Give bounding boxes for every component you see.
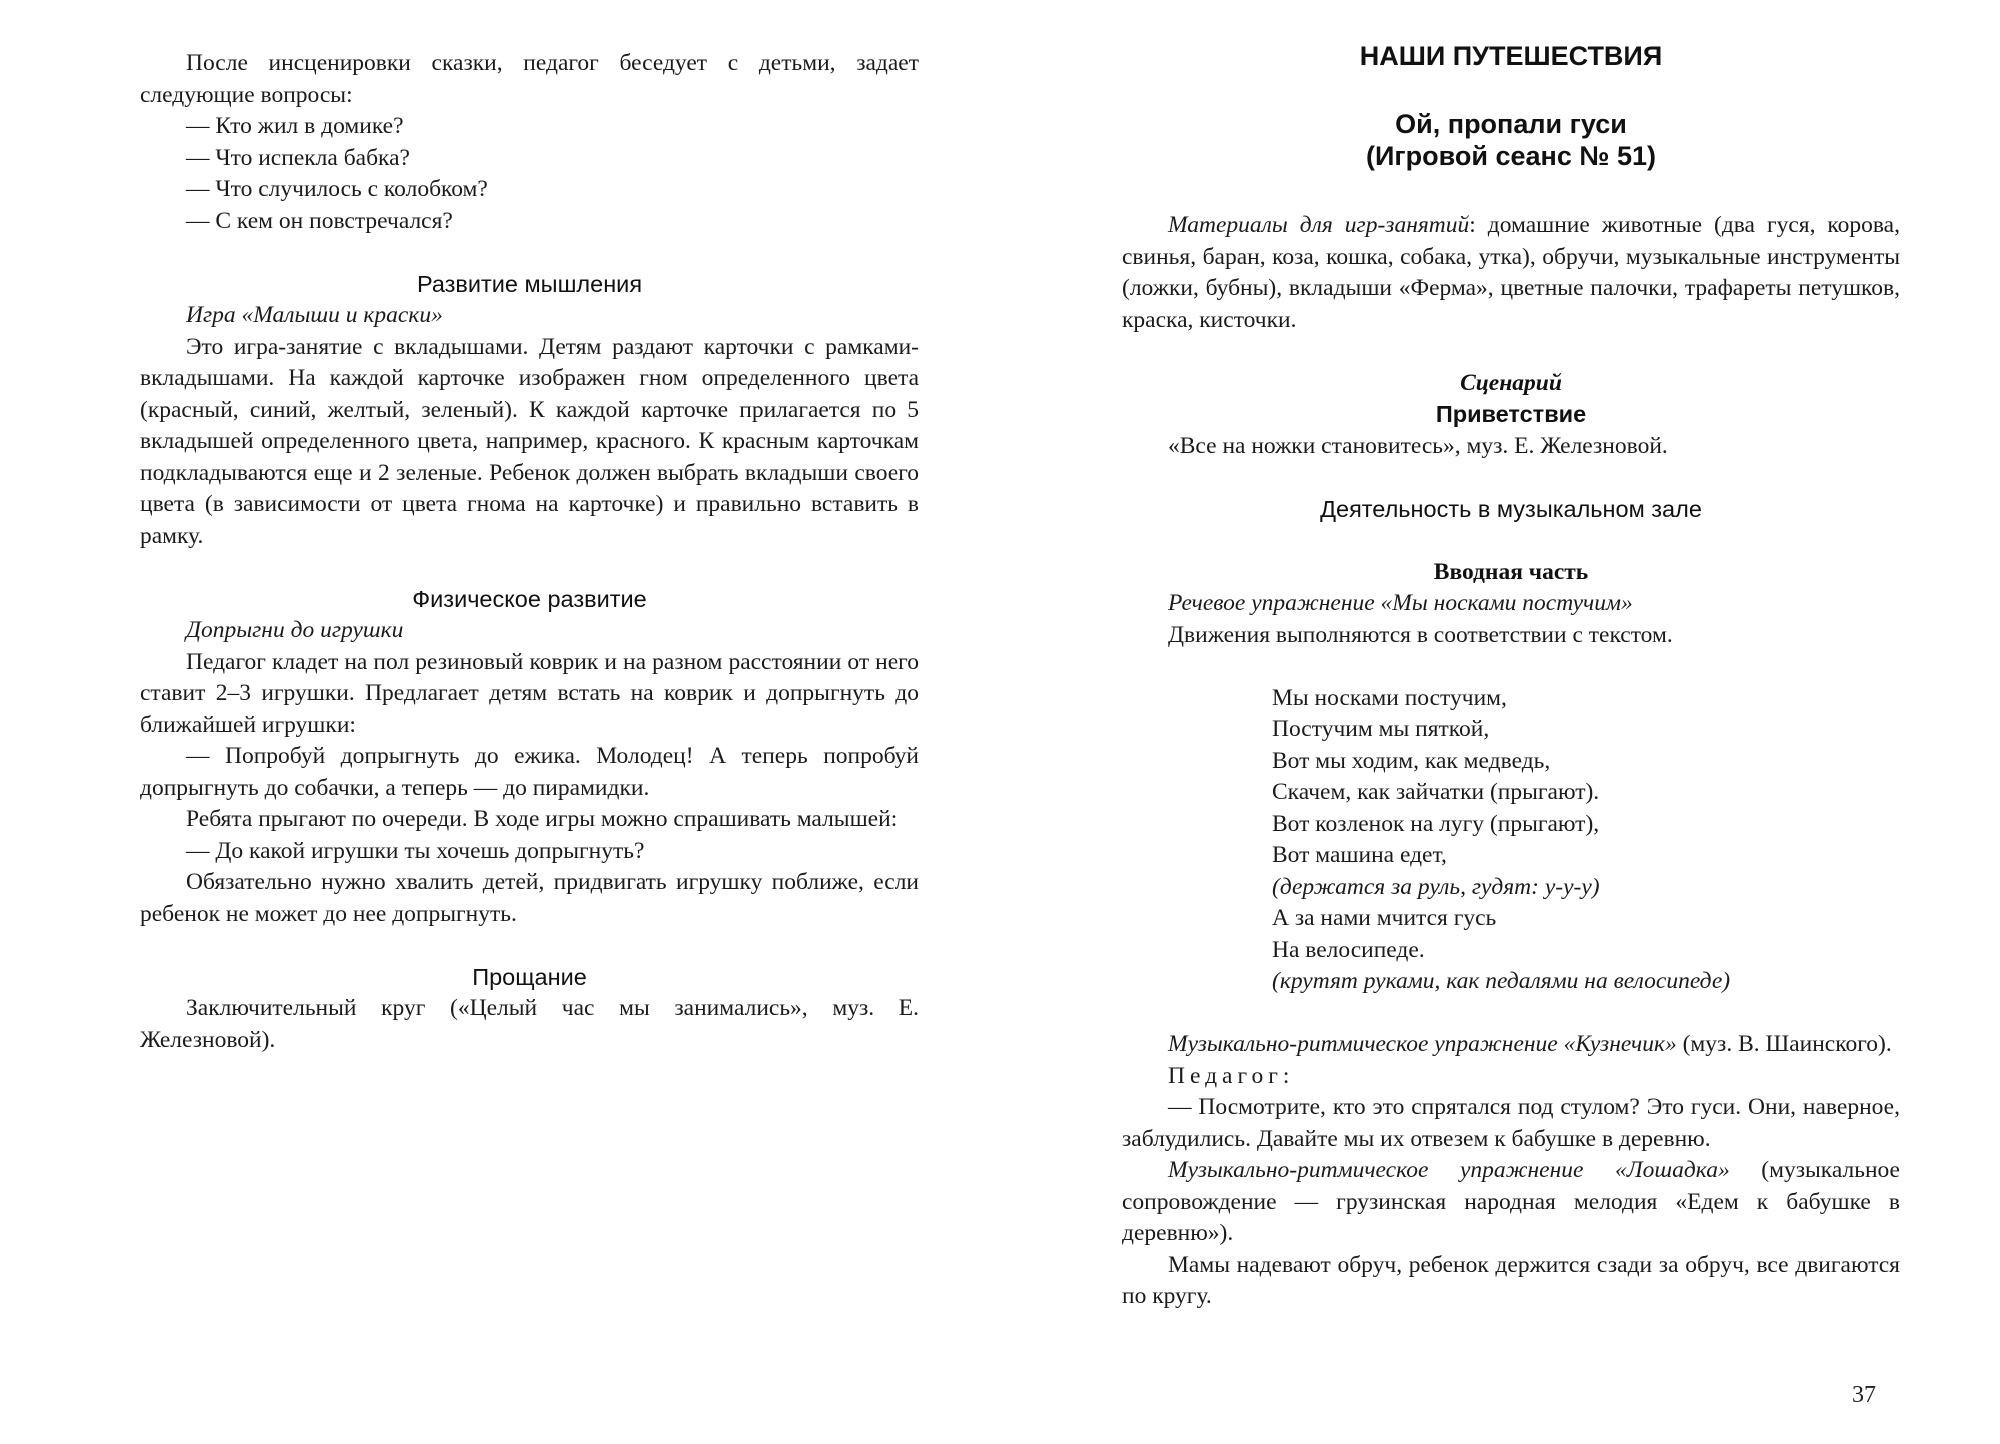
movements-text: Движения выполняются в соответствии с текстом. (1168, 621, 1673, 648)
chapter-title: НАШИ ПУТЕШЕСТВИЯ (1359, 41, 1663, 71)
music-exercise-2 (1122, 1155, 1900, 1250)
poem-line: На велосипеде. (1272, 936, 1425, 963)
paragraph: Педагог кладет на пол резиновый коврик и на разном расстоянии от него ставит 2–3 игрушки. Предлагает детям встать на коврик и допрыгнуть до ближайшей игрушки: (140, 648, 919, 738)
music-exercise-1-label: Музыкально-ритмическое упражнение «Кузнечик» (1168, 1031, 1677, 1057)
paragraph: Заключительный круг («Целый час мы занимались», муз. Е. Железновой). (140, 995, 919, 1053)
poem-line: Вот машина едет, (1272, 842, 1447, 868)
game-title: Игра «Малыши и краски» (186, 302, 443, 328)
paragraph: — Попробуй допрыгнуть до ежика. Молодец! А теперь попробуй допрыгнуть до собачки, а теперь — до пирамидки. (140, 743, 919, 801)
teacher-text: — Посмотрите, кто это спрятался под стулом? Это гуси. Они, наверное, заблудились. Давайте мы их отвезем к бабушке в деревню. (1122, 1094, 1900, 1152)
final-paragraph: Мамы надевают обруч, ребенок держится сзади за обруч, все двигаются по кругу. (1122, 1251, 1900, 1309)
right-page (1122, 40, 1900, 1313)
poem-line: Постучим мы пяткой, (1272, 716, 1490, 742)
music-exercise-2-text: (музыкальное сопровождение — грузинская народная мелодия «Едем к бабушке в деревню»). (1122, 1157, 1900, 1246)
poem-line: Мы носками постучим, (1272, 684, 1507, 711)
materials-paragraph (1122, 210, 1900, 336)
question-item: — С кем он повстречался? (186, 207, 453, 234)
paragraph: Обязательно нужно хвалить детей, придвигать игрушку поближе, если ребенок не может до нее допрыгнуть. (140, 869, 919, 927)
game-description: Это игра-занятие с вкладышами. Детям раздают карточки с рамками-вкладышами. На каждой карточке изображен гном определенного цвета (красный, синий, желтый, зеленый). К каждой карточке прилагается по 5 вкладышей определенного цвета, например, красного. К красным карточкам подкладываются еще и 2 зеленые. Ребенок должен выбрать вкладыши своего цвета (в зависимости от цвета гнома на карточке) и правильно вставить в рамку. (140, 333, 919, 549)
question-item: — Кто жил в домике? (186, 113, 404, 139)
section-heading-thinking: Развитие мышления (416, 270, 643, 297)
intro-paragraph: После инсценировки сказки, педагог беседует с детьми, задает следующие вопросы: (140, 50, 919, 108)
paragraph: — До какой игрушки ты хочешь допрыгнуть? (186, 837, 645, 864)
page-number: 37 (1852, 1382, 1876, 1408)
paragraph: Ребята прыгают по очереди. В ходе игры можно спрашивать малышей: (186, 806, 898, 832)
music-exercise-1-text: (муз. В. Шаинского). (1676, 1031, 1892, 1057)
poem-line: А за нами мчится гусь (1272, 905, 1497, 931)
section-heading-physical: Физическое развитие (412, 585, 647, 612)
session-number: (Игровой сеанс № 51) (1366, 141, 1656, 171)
greeting-heading: Приветствие (1435, 401, 1587, 427)
poem-line: Вот мы ходим, как медведь, (1272, 747, 1551, 774)
scenario-heading: Сценарий (1460, 369, 1562, 396)
game-title: Допрыгни до игрушки (186, 617, 404, 643)
materials-text: : домашние животные (два гуся, корова, свинья, баран, коза, кошка, собака, утка), обручи, музыкальные инструменты (ложки, бубны), вкладыши «Ферма», цветные палочки, трафареты петушков, краска, кисточки. (1122, 212, 1900, 333)
poem-line: (держатся за руль, гудят: у-у-у) (1272, 873, 1600, 900)
materials-label: Материалы для игр-занятий (1168, 212, 1470, 238)
activity-heading: Деятельность в музыкальном зале (1320, 495, 1702, 522)
poem-line: Скачем, как зайчатки (прыгают). (1272, 779, 1600, 805)
poem-line: Вот козленок на лугу (прыгают), (1272, 810, 1600, 837)
poem-line: (крутят руками, как педалями на велосипеде) (1272, 968, 1731, 994)
music-exercise-2-label: Музыкально-ритмическое упражнение «Лошадка» (1168, 1157, 1730, 1183)
left-page (140, 48, 919, 1056)
teacher-label: Педагог: (1168, 1062, 1295, 1089)
music-exercise-1 (1122, 1029, 1900, 1061)
question-item: — Что испекла бабка? (186, 144, 410, 171)
intro-part-heading: Вводная часть (1433, 558, 1589, 585)
question-item: — Что случилось с колобком? (186, 176, 488, 202)
questions-list (140, 111, 919, 237)
section-heading-farewell: Прощание (472, 963, 587, 990)
greeting-text: «Все на ножки становитесь», муз. Е. Железновой. (1168, 432, 1668, 459)
session-title: Ой, пропали гуси (1395, 109, 1627, 139)
speech-exercise-title: Речевое упражнение «Мы носками постучим» (1168, 590, 1633, 616)
poem (1122, 683, 1900, 998)
